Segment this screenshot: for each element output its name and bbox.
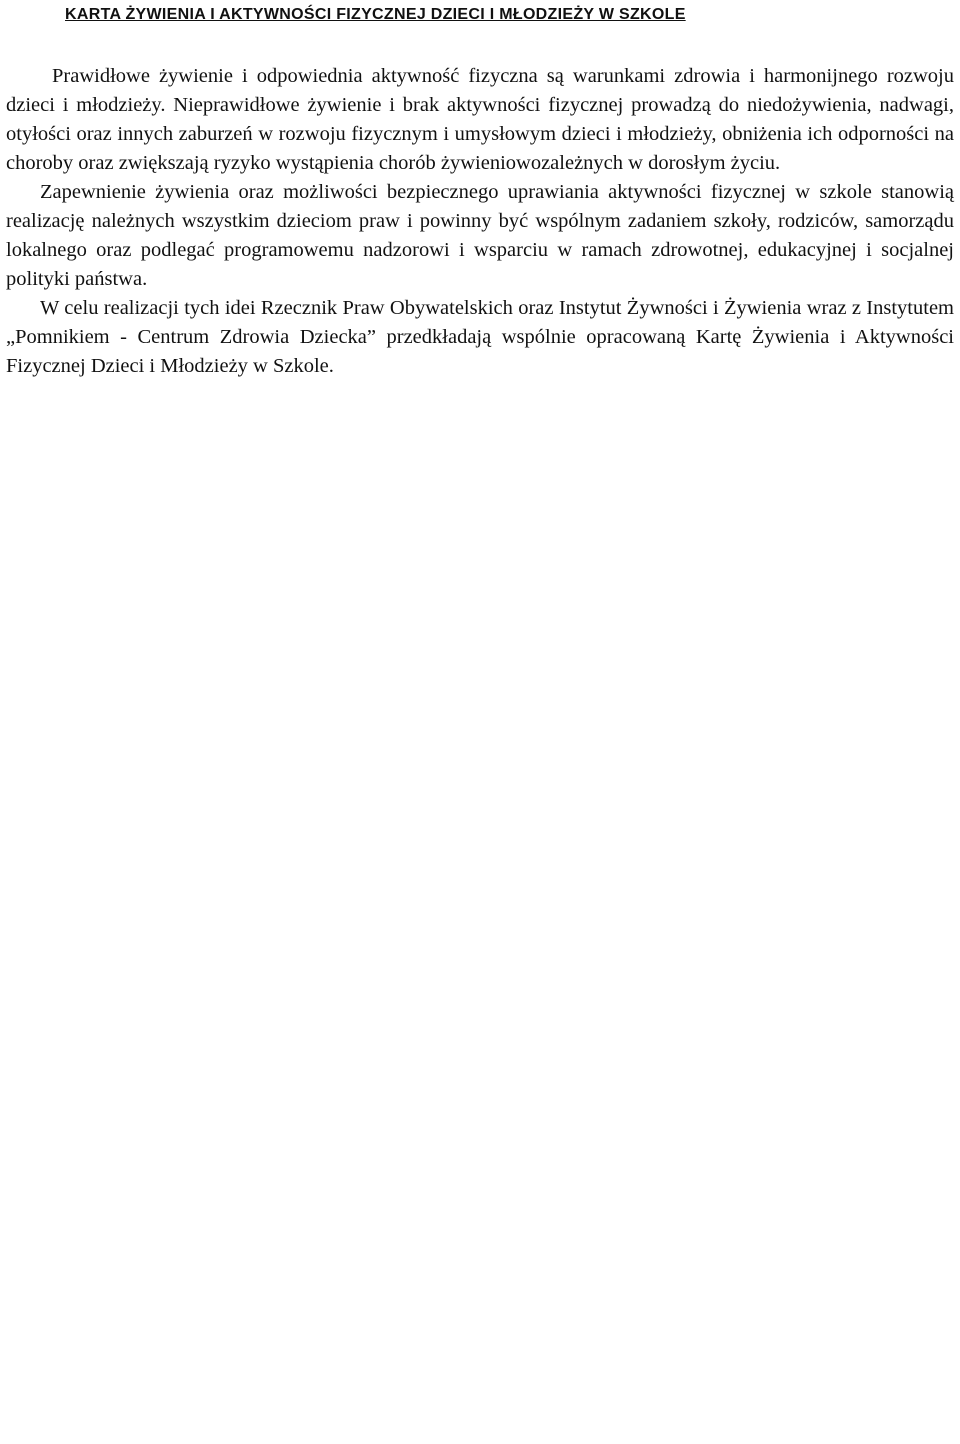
intro-paragraph-3: W celu realizacji tych idei Rzecznik Praw Obywatelskich oraz Instytut Żywności i Żywienia wraz z Instytutem „Pomnikiem - Centrum Zdrowia Dziecka” przedkładają wspólnie opracowaną Kartę Żywienia i Aktywności Fizycznej Dzieci i Młodzieży w Szkole. (6, 297, 954, 377)
intro-section (6, 62, 954, 381)
intro-paragraph-2: Zapewnienie żywienia oraz możliwości bezpiecznego uprawiania aktywności fizycznej w szkole stanowią realizację należnych wszystkim dzieciom praw i powinny być wspólnym zadaniem szkoły, rodziców, samorządu lokalnego oraz podlegać programowemu nadzorowi i wsparciu w ramach zdrowotnej, edukacyjnej i socjalnej polityki państwa. (6, 181, 954, 290)
intro-paragraph-1: Prawidłowe żywienie i odpowiednia aktywność fizyczna są warunkami zdrowia i harmonijnego rozwoju dzieci i młodzieży. Nieprawidłowe żywienie i brak aktywności fizycznej prowadzą do niedożywienia, nadwagi, otyłości oraz innych zaburzeń w rozwoju fizycznym i umysłowym dzieci i młodzieży, obniżenia ich odporności na choroby oraz zwiększają ryzyko wystąpienia chorób żywieniowozależnych w dorosłym życiu. (6, 65, 954, 174)
document-title: KARTA ŻYWIENIA I AKTYWNOŚCI FIZYCZNEJ DZIECI I MŁODZIEŻY W SZKOLE (65, 6, 686, 23)
